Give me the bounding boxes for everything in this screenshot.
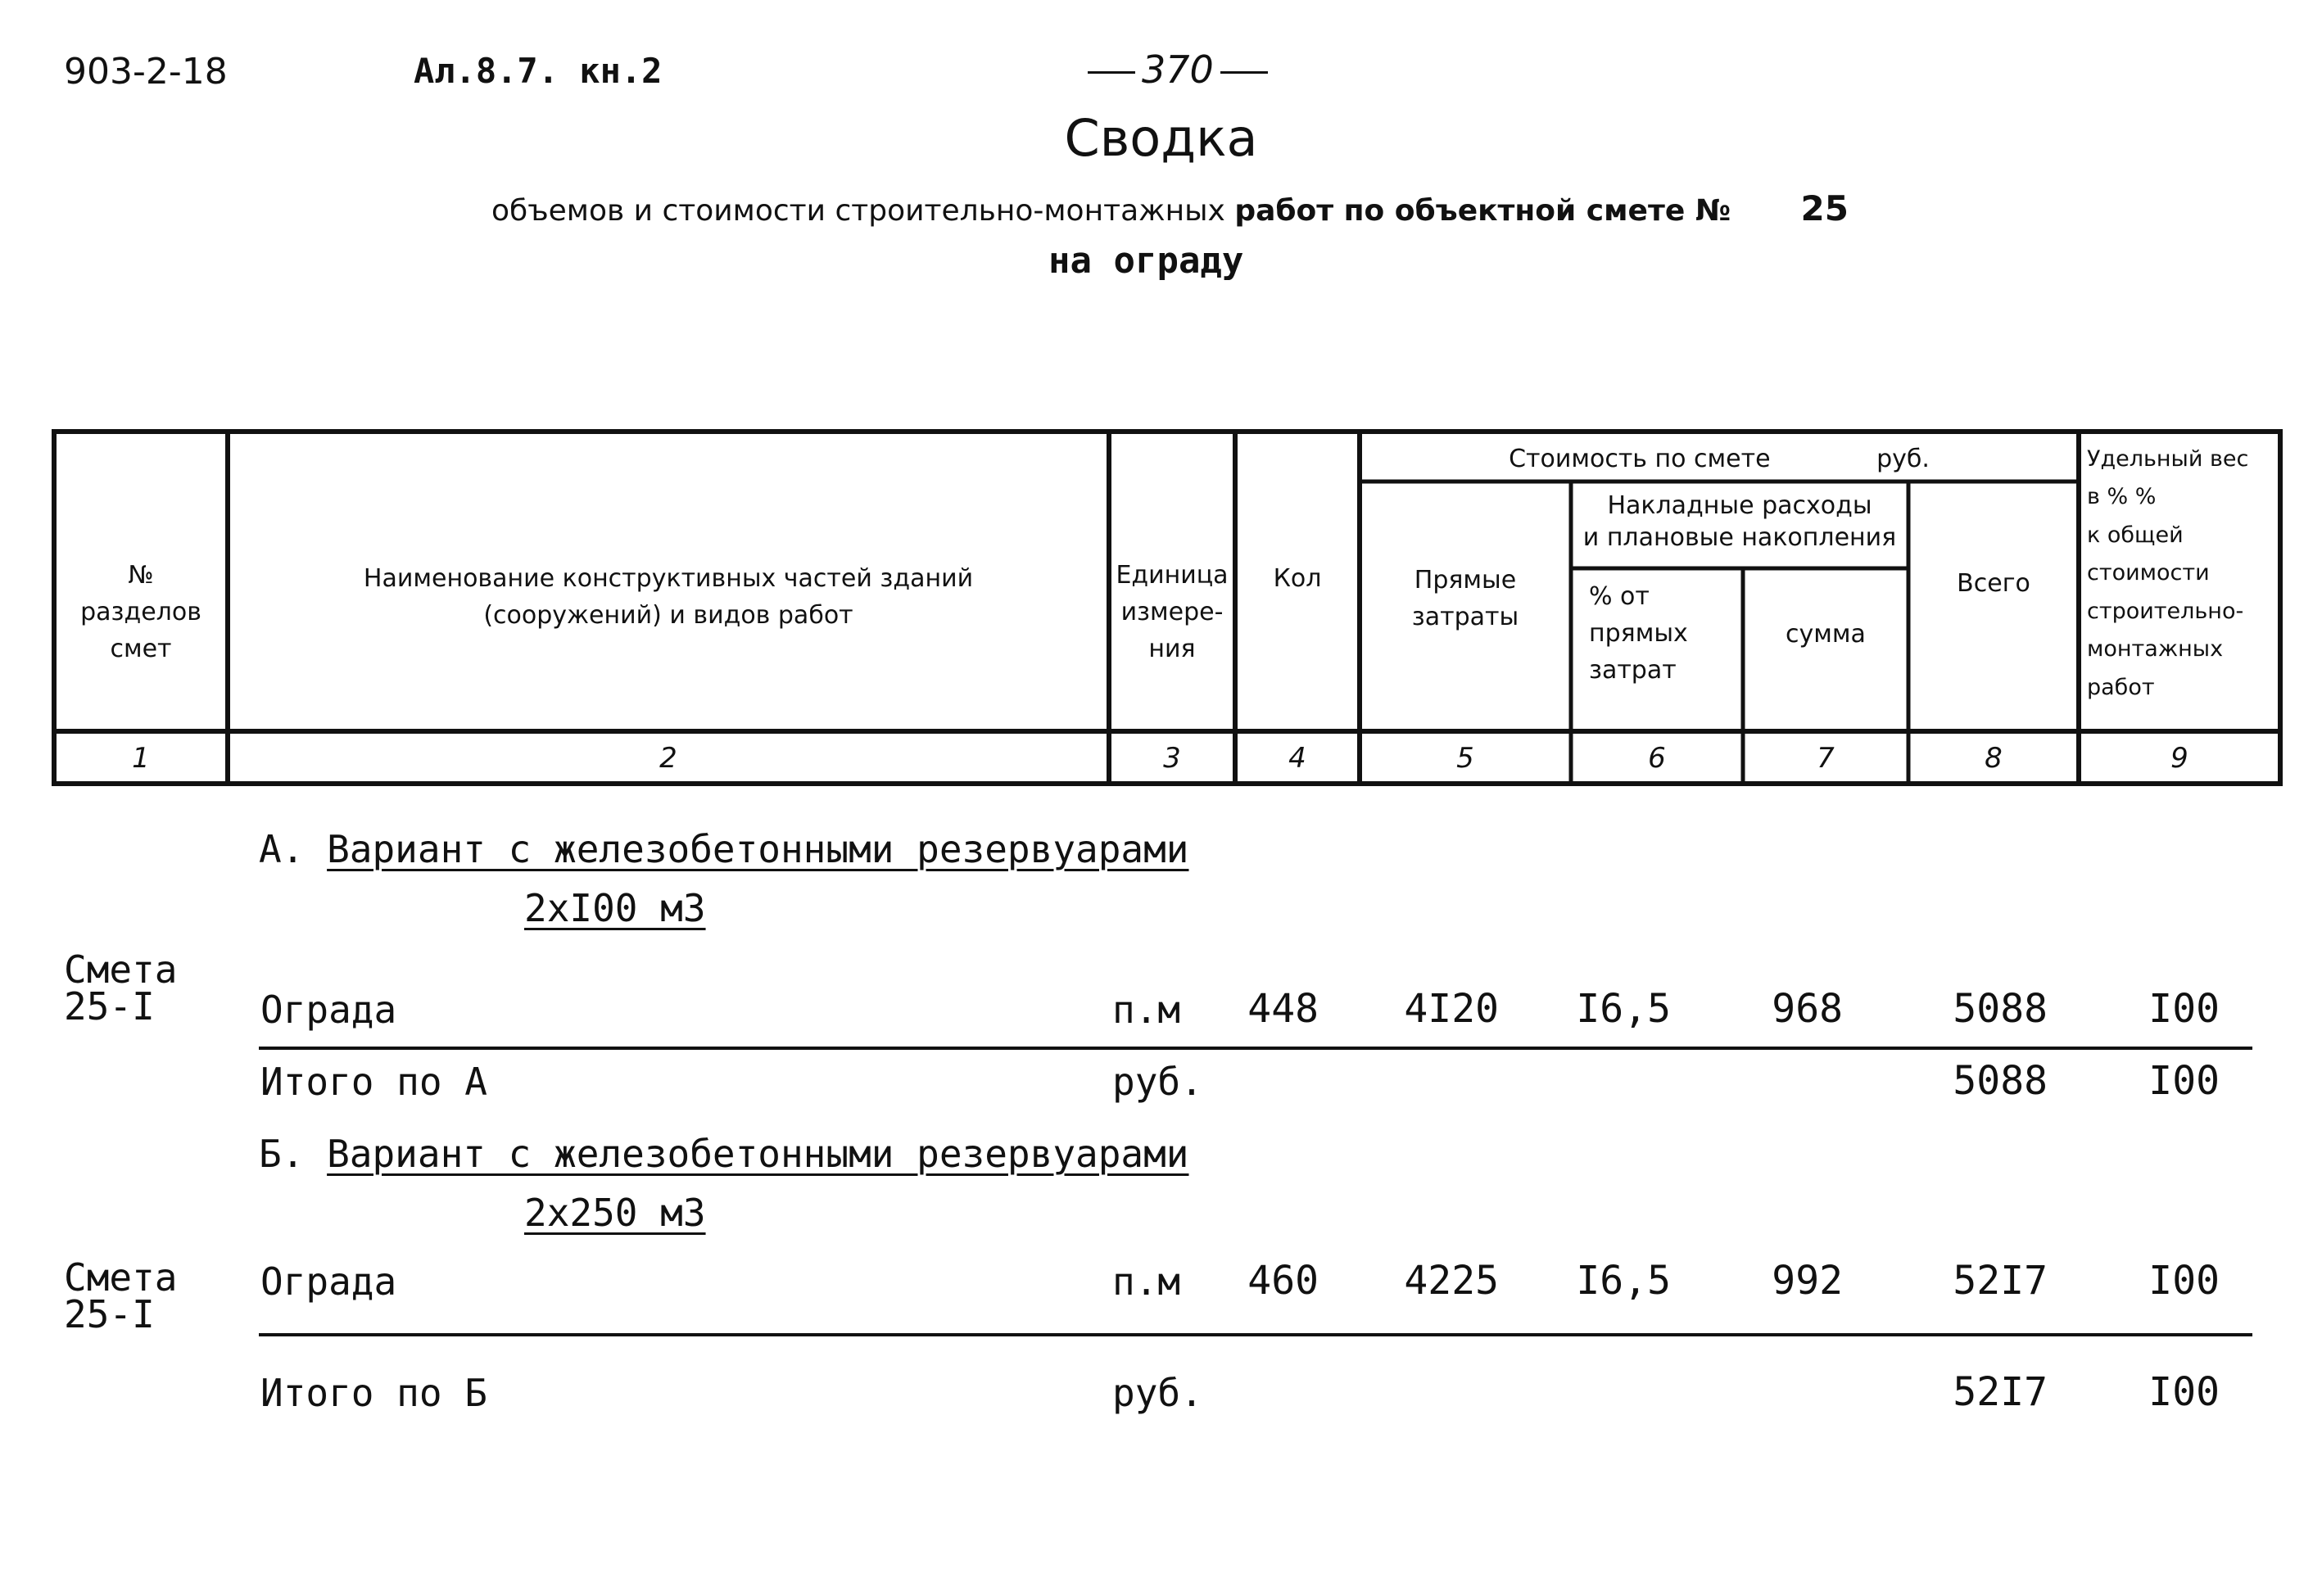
section-b-letter: Б. [259, 1132, 305, 1176]
header-col6-line1: % от [1589, 582, 1650, 611]
header-cost-unit: руб. [1876, 445, 1930, 473]
header-col6-line2: прямых [1589, 619, 1688, 648]
section-b-total-name: Итого по Б [260, 1371, 487, 1415]
header-col2-line1: Наименование конструктивных частей зданий [363, 564, 974, 593]
header-cost-group-label: Стоимость по смете [1509, 445, 1771, 473]
subtitle [491, 188, 1849, 228]
section-b-row-overhead-sum: 992 [1772, 1258, 1843, 1304]
section-a-row-overhead-sum: 968 [1772, 986, 1843, 1032]
section-b-title [259, 1132, 1188, 1176]
document-code: 903-2-18 [64, 51, 228, 93]
section-a-row-unit: п.м [1112, 988, 1181, 1032]
section-b-row-share: I00 [2148, 1258, 2220, 1304]
section-a-row-total: 5088 [1953, 986, 2048, 1032]
section-a-total-share: I00 [2148, 1058, 2220, 1104]
section-b-row-unit: п.м [1112, 1259, 1181, 1304]
section-b-total-value: 52I7 [1953, 1369, 2048, 1415]
section-b-row-total: 52I7 [1953, 1258, 2048, 1304]
section-b-divider [259, 1333, 2252, 1336]
column-number-7: 7 [1817, 742, 1835, 775]
header-col7: сумма [1786, 620, 1866, 649]
header-col6 [1589, 578, 1743, 689]
header-col9-line6: монтажных [2087, 636, 2224, 662]
section-a-row-direct-costs: 4I20 [1404, 986, 1499, 1032]
column-number-1: 1 [132, 742, 150, 775]
column-number-6: 6 [1648, 742, 1666, 775]
section-a-estimate-number: 25-I [64, 984, 155, 1029]
page-number: 370 [1081, 47, 1274, 92]
section-b-row-qty: 460 [1247, 1258, 1319, 1304]
header-col3-line2: измере- [1120, 598, 1224, 626]
header-col9-line1: Удельный вес [2087, 446, 2249, 472]
section-b-row-direct-costs: 4225 [1404, 1258, 1499, 1304]
header-col9-line3: к общей [2087, 522, 2184, 548]
column-number-9: 9 [2170, 742, 2188, 775]
header-col9-line7: работ [2087, 674, 2155, 700]
header-col1-line2: разделов [80, 598, 201, 626]
header-col8: Всего [1957, 569, 2030, 598]
header-col9-line5: строительно- [2087, 598, 2244, 624]
page-title: Сводка [1064, 108, 1258, 168]
section-a-subtitle: 2хI00 м3 [524, 886, 706, 930]
header-col2-line2: (сооружений) и видов работ [483, 601, 853, 630]
section-b-total-share: I00 [2148, 1369, 2220, 1415]
section-a-row-qty: 448 [1247, 986, 1319, 1032]
column-number-5: 5 [1456, 742, 1474, 775]
header-cost-group [1360, 441, 2079, 477]
album-reference: Ал.8.7. кн.2 [414, 51, 663, 91]
section-a-row-name: Ограда [260, 988, 397, 1032]
header-col3-line1: Единица [1116, 561, 1229, 590]
section-b-total-unit: руб. [1112, 1371, 1203, 1415]
header-overhead-line2: и плановые накопления [1582, 523, 1897, 552]
header-col5-line2: затраты [1411, 603, 1519, 631]
subtitle-part1: объемов и стоимости строительно-монтажных [491, 194, 1225, 228]
header-overhead-group [1571, 490, 1908, 554]
section-b-row-overhead-pct: I6,5 [1576, 1258, 1671, 1304]
header-col1-line1: № [128, 561, 154, 590]
header-col9-line4: стоимости [2087, 560, 2210, 586]
section-a-letter: А. [259, 827, 305, 871]
column-number-4: 4 [1288, 742, 1306, 775]
header-col4: Кол [1273, 564, 1322, 593]
section-a-total-unit: руб. [1112, 1060, 1203, 1104]
header-col9 [2087, 441, 2280, 707]
section-a-row-share: I00 [2148, 986, 2220, 1032]
header-overhead-line1: Накладные расходы [1607, 491, 1872, 520]
column-number-3: 3 [1163, 742, 1181, 775]
header-col5-line1: Прямые [1414, 566, 1517, 595]
header-col9-line2: в % % [2087, 484, 2157, 510]
section-a-estimate-word: Смета [64, 947, 178, 992]
section-a-total-name: Итого по А [260, 1060, 487, 1104]
subtitle-part2: работ по объектной смете № [1234, 194, 1731, 228]
header-col1-line3: смет [110, 635, 172, 663]
header-col3-line3: ния [1148, 635, 1196, 663]
header-col6-line3: затрат [1589, 656, 1677, 685]
section-a-estimate-label [64, 947, 178, 1029]
section-b-row-name: Ограда [260, 1259, 397, 1304]
header-col3 [1109, 557, 1235, 667]
header-col2 [228, 560, 1109, 634]
section-a-total-value: 5088 [1953, 1058, 2048, 1104]
section-a-title-text: Вариант с железобетонными резервуарами [327, 827, 1189, 871]
section-b-title-text: Вариант с железобетонными резервуарами [327, 1132, 1189, 1176]
section-b-estimate-word: Смета [64, 1255, 178, 1300]
column-number-8: 8 [1985, 742, 2003, 775]
header-col1 [54, 557, 228, 667]
section-b-estimate-number: 25-I [64, 1292, 155, 1337]
section-a-row-overhead-pct: I6,5 [1576, 986, 1671, 1032]
header-col5 [1360, 562, 1571, 635]
section-a-divider [259, 1047, 2252, 1050]
section-b-estimate-label [64, 1255, 178, 1337]
estimate-number: 25 [1800, 188, 1849, 228]
section-a-title [259, 827, 1188, 871]
subtitle-object: на ограду [1048, 240, 1244, 282]
section-b-subtitle: 2х250 м3 [524, 1191, 706, 1235]
column-number-2: 2 [659, 742, 677, 775]
